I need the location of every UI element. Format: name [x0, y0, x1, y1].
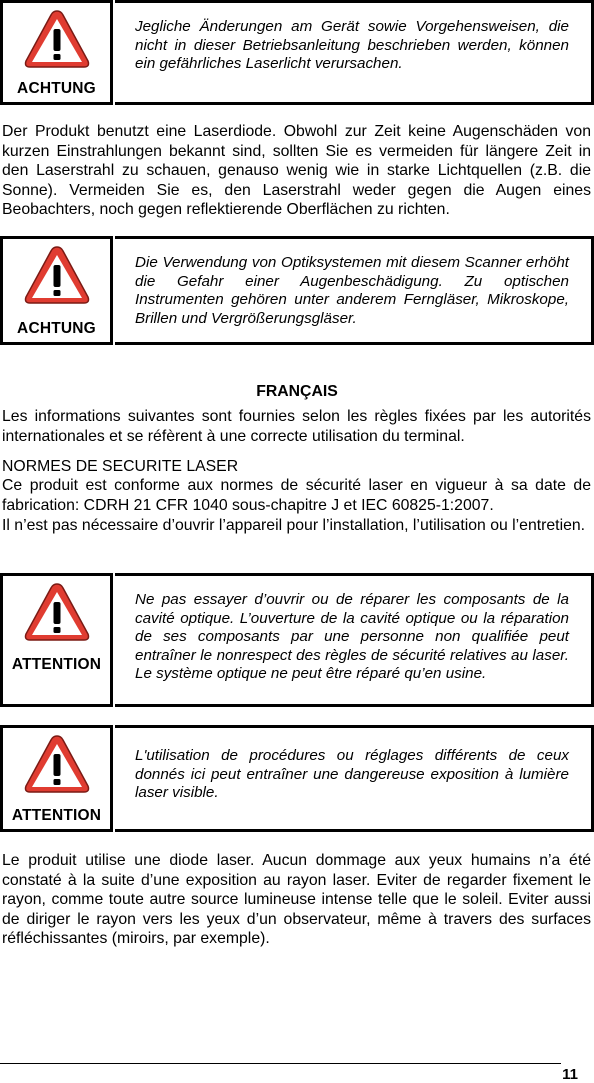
german-laser-paragraph: Der Produkt benutzt eine Laserdiode. Obwohl zur Zeit keine Augenschäden von kurzen Einstrahlungen bekannt sind, sollten Sie es vermeiden für längere Zeit in den Laserstrahl zu schauen, genauso wenig wie in starke Lichtquellen (z.B. die Sonne). Vermeiden Sie es, den Laserstrahl weder gegen die Augen eines Beobachters, noch gegen reflektierende Oberflächen zu richten. [2, 123, 591, 218]
warning-label-cell [0, 0, 113, 105]
french-laser-paragraph: Le produit utilise une diode laser. Aucun dommage aux yeux humains n’a été constaté à la suite d’une exposition au rayon laser. Eviter de regarder fixement le rayon, comme toute autre source lumineuse intense telle que le soleil. Eviter aussi de diriger le rayon vers les yeux d’un observateur, même à travers des surfaces réfléchissantes (miroirs, par exemple). [2, 852, 591, 947]
warning-box-1 [0, 0, 594, 105]
warning-text-cell [115, 236, 594, 345]
normes-paragraph: Ce produit est conforme aux normes de sécurité laser en vigueur à sa date de fabrication: CDRH 21 CFR 1040 sous-chapitre J et IEC 60825-1:2007. [2, 477, 591, 514]
french-heading: FRANÇAIS [256, 383, 338, 400]
warning-text: L'utilisation de procédures ou réglages différents de ceux donnés ici peut entraîner une dangereuse exposition à lumière laser visible. [135, 747, 569, 801]
page-number: 11 [562, 1066, 578, 1083]
warning-triangle-icon [22, 243, 92, 307]
normes-paragraph-2: Il n’est pas nécessaire d’ouvrir l’appareil pour l’installation, l’utilisation ou l’entretien. [2, 517, 586, 534]
warning-text: Ne pas essayer d’ouvrir ou de réparer les composants de la cavité optique. L’ouverture de la cavité optique ou la réparation de ses composants par une personne non qualifiée peut entraîner le nonrespect des règles de sécurité relatives au laser. Le système optique ne peut être réparé qu’en usine. [135, 591, 569, 682]
warning-label-cell [0, 725, 113, 832]
warning-box-2 [0, 236, 594, 345]
warning-text-cell [115, 573, 594, 707]
warning-triangle-icon [22, 732, 92, 796]
warning-text-cell [115, 725, 594, 832]
warning-triangle-icon [22, 580, 92, 644]
warning-box-3 [0, 573, 594, 707]
warning-label-cell [0, 573, 113, 707]
footer-rule [0, 1063, 561, 1064]
warning-label: ACHTUNG [17, 80, 96, 97]
warning-label: ATTENTION [11, 807, 102, 824]
warning-text-cell [115, 0, 594, 105]
warning-label: ACHTUNG [17, 320, 96, 337]
french-intro-paragraph: Les informations suivantes sont fournies selon les règles fixées par les autorités internationales et se réfèrent à une correcte utilisation du terminal. [2, 408, 591, 445]
warning-text: Jegliche Änderungen am Gerät sowie Vorgehensweisen, die nicht in dieser Betriebsanleitung beschrieben werden, können ein gefährliches Laserlicht verursachen. [135, 18, 569, 72]
warning-label: ATTENTION [11, 656, 102, 673]
warning-text: Die Verwendung von Optiksystemen mit diesem Scanner erhöht die Gefahr einer Augenbeschädigung. Zu optischen Instrumenten gehören unter anderem Ferngläser, Mikroskope, Brillen und Vergrößerungsgläser. [135, 254, 569, 327]
warning-label-cell [0, 236, 113, 345]
normes-title: NORMES DE SECURITE LASER [2, 458, 239, 475]
warning-triangle-icon [22, 7, 92, 71]
warning-box-4 [0, 725, 594, 832]
